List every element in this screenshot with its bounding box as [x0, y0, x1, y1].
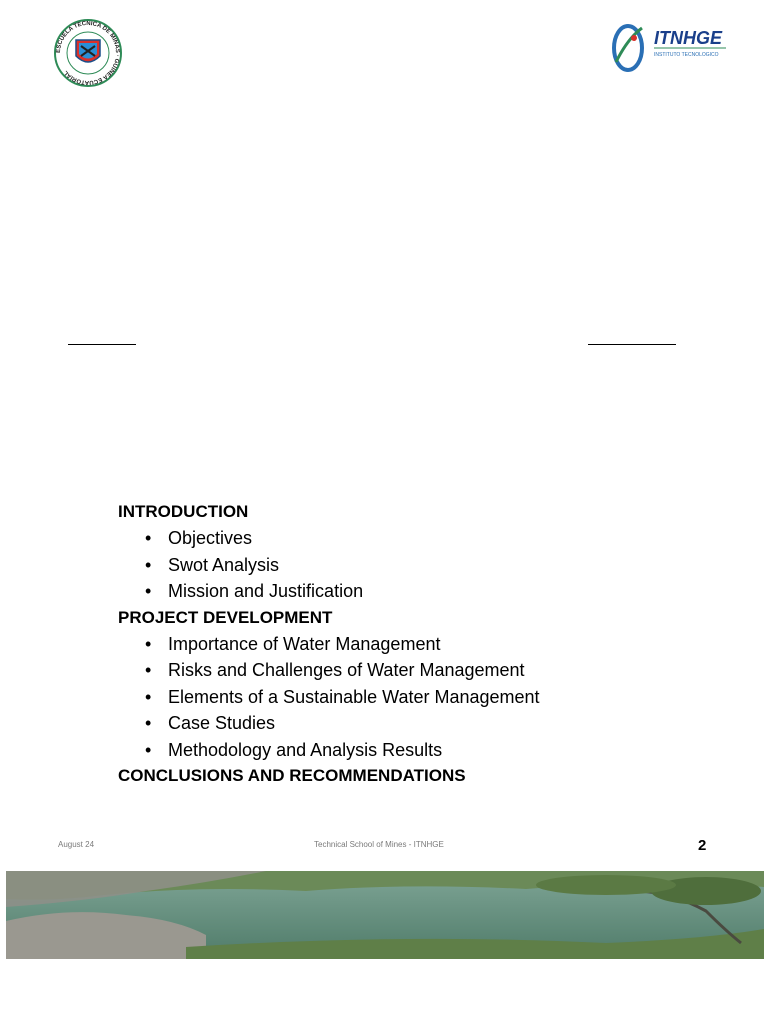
- footer-date: August 24: [58, 840, 95, 849]
- itnhge-logo: [606, 18, 730, 76]
- toc-item: • Risks and Challenges of Water Management: [118, 657, 678, 684]
- toc-list-project-development: [118, 631, 678, 764]
- toc-heading-conclusions: CONCLUSIONS AND RECOMMENDATIONS: [118, 766, 466, 785]
- toc-item: • Methodology and Analysis Results: [118, 737, 678, 764]
- toc-heading-project-development: PROJECT DEVELOPMENT: [118, 607, 333, 627]
- logo-subtitle: INSTITUTO TECNOLOGICO: [654, 52, 719, 58]
- left-rule: [68, 344, 136, 345]
- seal-text: ESCUELA TECNICA DE MINAS · GUINEA ECUATORIAL: [55, 20, 121, 86]
- toc-item: • Elements of a Sustainable Water Management: [118, 684, 678, 711]
- page-number: 2: [698, 837, 707, 854]
- right-rule: [588, 344, 676, 345]
- toc-item: • Importance of Water Management: [118, 631, 678, 658]
- table-of-contents: [118, 499, 678, 789]
- toc-item: • Objectives: [118, 525, 678, 552]
- school-seal-logo: [46, 18, 130, 88]
- toc-list-introduction: [118, 525, 678, 605]
- toc-item: • Case Studies: [118, 710, 678, 737]
- toc-heading-introduction: INTRODUCTION: [118, 502, 249, 521]
- toc-item: • Mission and Justification: [118, 578, 678, 605]
- toc-item: • Swot Analysis: [118, 552, 678, 579]
- landscape-banner-image: [6, 871, 764, 959]
- logo-title: ITNHGE: [654, 28, 723, 48]
- footer-title: Technical School of Mines - ITNHGE: [314, 840, 444, 849]
